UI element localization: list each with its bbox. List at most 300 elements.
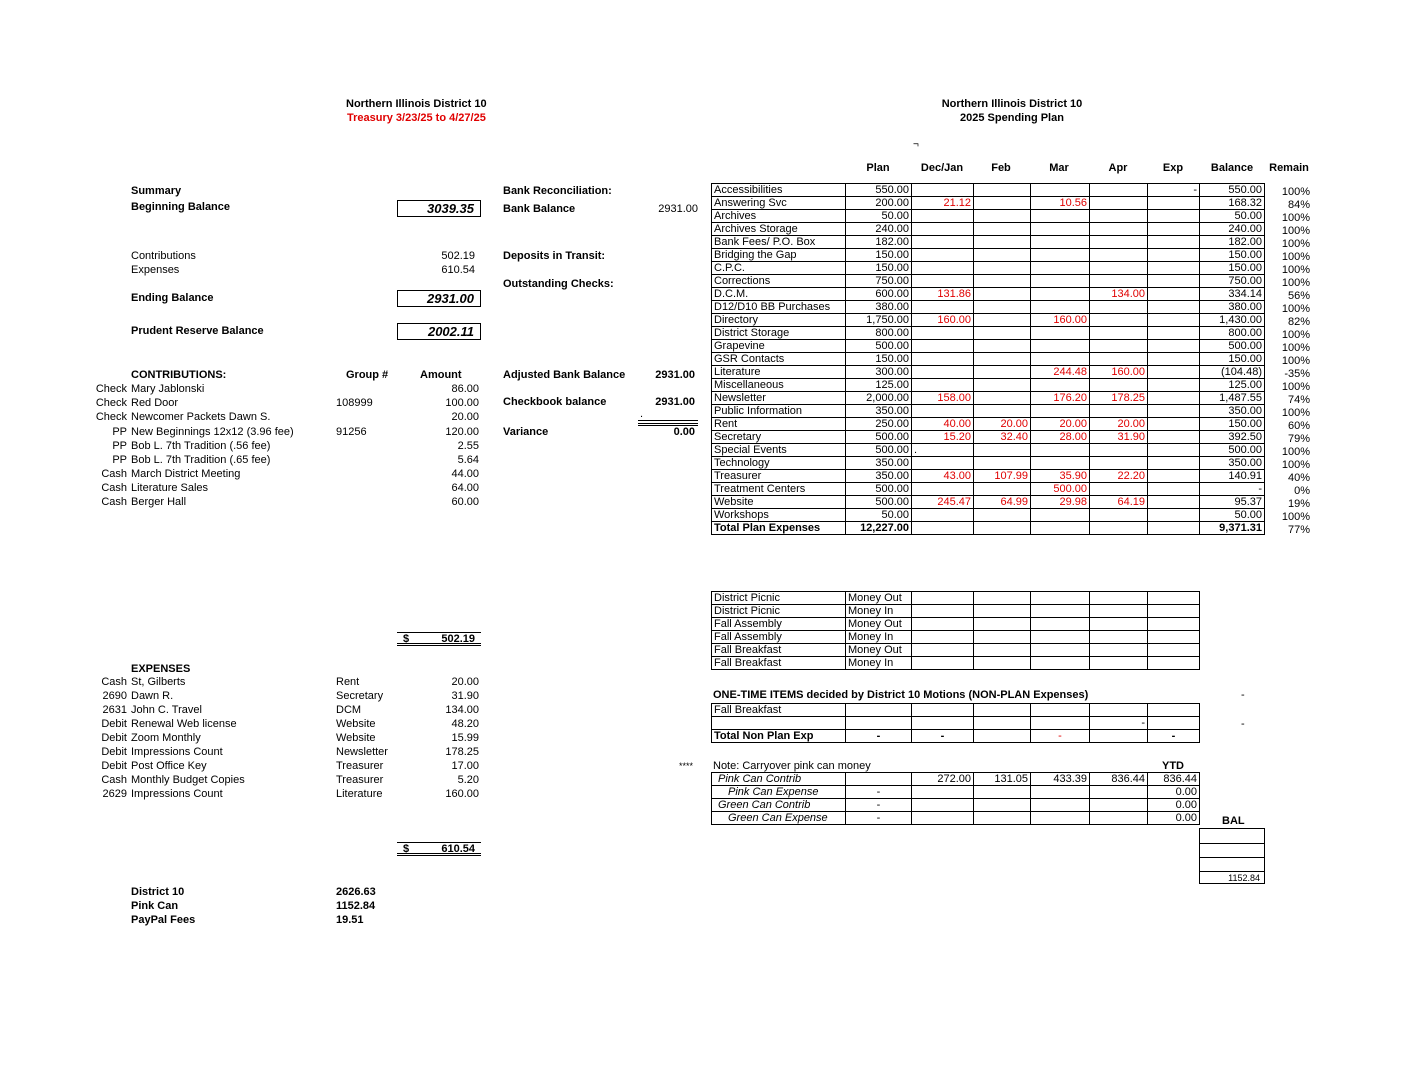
- plan-cell-bal: 150.00: [1200, 249, 1265, 262]
- plan-cell-plan: 380.00: [846, 301, 912, 314]
- plan-cell-feb: [974, 509, 1031, 522]
- plan-cell-exp: [1148, 444, 1200, 457]
- can-name: Pink Can Expense: [712, 786, 846, 799]
- plan-remain: 100%: [1281, 445, 1310, 458]
- plan-cell-feb: [974, 353, 1031, 366]
- treasury-period: Treasury 3/23/25 to 4/27/25: [347, 112, 486, 124]
- expense-type: Cash: [101, 676, 127, 688]
- plan-row-name: Directory: [712, 314, 846, 327]
- non-plan-total-plan: -: [846, 730, 912, 743]
- bal-box: [1199, 828, 1265, 884]
- plan-row: [712, 431, 1265, 444]
- expense-category: Website: [336, 732, 376, 744]
- plan-cell-bal: (104.48): [1200, 366, 1265, 379]
- plan-remain: 100%: [1281, 276, 1310, 289]
- plan-remain: 100%: [1281, 341, 1310, 354]
- event-empty: [1148, 644, 1200, 657]
- can-apr: [1090, 812, 1148, 825]
- plan-cell-plan: 500.00: [846, 483, 912, 496]
- plan-cell-feb: [974, 405, 1031, 418]
- can-row: [712, 799, 1200, 812]
- plan-total-label: Total Plan Expenses: [712, 522, 846, 535]
- contrib-type: Cash: [101, 468, 127, 480]
- plan-cell-feb: [974, 340, 1031, 353]
- plan-row: [712, 301, 1265, 314]
- plan-row: [712, 457, 1265, 470]
- plan-cell-plan: 350.00: [846, 457, 912, 470]
- non-plan-total-decjan: -: [912, 730, 974, 743]
- plan-cell-mar: [1031, 457, 1090, 470]
- plan-cell-feb: [974, 314, 1031, 327]
- can-decjan: [912, 786, 974, 799]
- plan-cell-mar: [1031, 249, 1090, 262]
- non-plan-name: Fall Breakfast: [712, 704, 846, 717]
- non-plan-exp: [1090, 704, 1148, 717]
- plan-cell-exp: [1148, 288, 1200, 301]
- col-header-mar: Mar: [1049, 162, 1069, 174]
- plan-cell-exp: [1148, 340, 1200, 353]
- event-empty: [1090, 644, 1148, 657]
- plan-remain: 100%: [1281, 328, 1310, 341]
- plan-cell-decjan: 245.47: [912, 496, 974, 509]
- expense-amount: 20.00: [451, 676, 479, 688]
- can-name: Green Can Expense: [712, 812, 846, 825]
- plan-row-name: Archives Storage: [712, 223, 846, 236]
- plan-cell-feb: [974, 392, 1031, 405]
- can-plan: -: [846, 786, 912, 799]
- contrib-type: Cash: [101, 482, 127, 494]
- plan-row: [712, 249, 1265, 262]
- plan-cell-mar: [1031, 444, 1090, 457]
- event-kind: Money Out: [846, 592, 912, 605]
- contrib-type: PP: [112, 426, 127, 438]
- contrib-name: Bob L. 7th Tradition (.56 fee): [131, 440, 271, 452]
- plan-row-name: Public Information: [712, 405, 846, 418]
- plan-cell-feb: [974, 262, 1031, 275]
- plan-cell-decjan: 21.12: [912, 197, 974, 210]
- plan-row: [712, 197, 1265, 210]
- expense-amount: 17.00: [451, 760, 479, 772]
- expense-name: Impressions Count: [131, 746, 223, 758]
- plan-cell-bal: -: [1200, 483, 1265, 496]
- plan-row: [712, 353, 1265, 366]
- can-apr: [1090, 786, 1148, 799]
- plan-cell-decjan: 40.00: [912, 418, 974, 431]
- plan-cell-feb: 20.00: [974, 418, 1031, 431]
- plan-row: [712, 405, 1265, 418]
- plan-cell-apr: [1090, 379, 1148, 392]
- plan-row-name: Literature: [712, 366, 846, 379]
- event-row: [712, 631, 1200, 644]
- event-empty: [974, 592, 1031, 605]
- plan-cell-plan: 2,000.00: [846, 392, 912, 405]
- event-empty: [1090, 631, 1148, 644]
- plan-cell-bal: 800.00: [1200, 327, 1265, 340]
- contrib-type: Check: [95, 397, 127, 409]
- plan-row: [712, 379, 1265, 392]
- contributions-value: 502.19: [441, 250, 475, 262]
- plan-cell-bal: 1,430.00: [1200, 314, 1265, 327]
- plan-cell-decjan: 15.20: [912, 431, 974, 444]
- plan-cell-apr: [1090, 444, 1148, 457]
- col-header-apr: Apr: [1108, 162, 1128, 174]
- plan-cell-apr: [1090, 262, 1148, 275]
- stray-dot: .: [640, 408, 644, 420]
- plan-cell-apr: [1090, 314, 1148, 327]
- plan-cell-feb: [974, 210, 1031, 223]
- plan-row-name: Bridging the Gap: [712, 249, 846, 262]
- plan-cell-mar: 160.00: [1031, 314, 1090, 327]
- plan-remain: 100%: [1281, 224, 1310, 237]
- plan-cell-decjan: 131.86: [912, 288, 974, 301]
- expense-name: Renewal Web license: [131, 718, 237, 730]
- contrib-amount: 5.64: [457, 454, 479, 466]
- plan-row: [712, 262, 1265, 275]
- can-apr: [1090, 799, 1148, 812]
- plan-total-empty: [1090, 522, 1148, 535]
- plan-cell-exp: [1148, 392, 1200, 405]
- non-plan-empty: [974, 717, 1031, 730]
- can-row: [712, 786, 1200, 799]
- non-plan-empty: [1031, 717, 1090, 730]
- expense-type: 2690: [102, 690, 127, 702]
- event-row: [712, 605, 1200, 618]
- plan-row: [712, 366, 1265, 379]
- plan-cell-bal: 334.14: [1200, 288, 1265, 301]
- plan-cell-mar: [1031, 340, 1090, 353]
- plan-remain: 100%: [1281, 237, 1310, 250]
- plan-total-empty: [1148, 522, 1200, 535]
- plan-cell-plan: 150.00: [846, 353, 912, 366]
- can-feb: [974, 799, 1031, 812]
- plan-cell-plan: 240.00: [846, 223, 912, 236]
- plan-cell-exp: [1148, 314, 1200, 327]
- plan-cell-decjan: [912, 457, 974, 470]
- plan-cell-mar: [1031, 301, 1090, 314]
- plan-row: [712, 418, 1265, 431]
- plan-remain: 19%: [1287, 497, 1310, 510]
- expense-type: Cash: [101, 774, 127, 786]
- plan-cell-decjan: [912, 236, 974, 249]
- expense-name: Impressions Count: [131, 788, 223, 800]
- event-empty: [974, 644, 1031, 657]
- plan-cell-plan: 750.00: [846, 275, 912, 288]
- plan-cell-apr: 160.00: [1090, 366, 1148, 379]
- plan-cell-mar: 29.98: [1031, 496, 1090, 509]
- expense-amount: 31.90: [451, 690, 479, 702]
- plan-cell-feb: [974, 301, 1031, 314]
- plan-cell-plan: 600.00: [846, 288, 912, 301]
- plan-cell-decjan: 43.00: [912, 470, 974, 483]
- plan-cell-apr: 20.00: [1090, 418, 1148, 431]
- plan-row-name: Corrections: [712, 275, 846, 288]
- plan-cell-bal: 150.00: [1200, 262, 1265, 275]
- plan-row: [712, 444, 1265, 457]
- non-plan-empty: [912, 704, 974, 717]
- expense-type: Debit: [101, 760, 127, 772]
- contrib-name: Bob L. 7th Tradition (.65 fee): [131, 454, 271, 466]
- plan-cell-mar: 500.00: [1031, 483, 1090, 496]
- plan-cell-decjan: [912, 379, 974, 392]
- plan-cell-mar: [1031, 327, 1090, 340]
- can-feb: [974, 812, 1031, 825]
- plan-cell-mar: 28.00: [1031, 431, 1090, 444]
- col-header-decjan: Dec/Jan: [920, 162, 964, 174]
- event-empty: [1148, 618, 1200, 631]
- expenses-value: 610.54: [441, 264, 475, 276]
- non-plan-empty: [1148, 704, 1200, 717]
- can-apr: 836.44: [1090, 773, 1148, 786]
- adjusted-bank-balance-label: Adjusted Bank Balance: [503, 369, 626, 381]
- plan-cell-bal: 240.00: [1200, 223, 1265, 236]
- plan-row: [712, 223, 1265, 236]
- plan-row-name: Treasurer: [712, 470, 846, 483]
- event-empty: [1031, 592, 1090, 605]
- plan-cell-feb: [974, 288, 1031, 301]
- plan-cell-apr: [1090, 197, 1148, 210]
- plan-cell-bal: 500.00: [1200, 444, 1265, 457]
- contrib-amount: 2.55: [457, 440, 479, 452]
- plan-cell-decjan: [912, 249, 974, 262]
- expense-type: Debit: [101, 718, 127, 730]
- plan-org-title: Northern Illinois District 10: [941, 98, 1083, 110]
- plan-cell-exp: [1148, 418, 1200, 431]
- plan-cell-decjan: [912, 353, 974, 366]
- can-row: [712, 773, 1200, 786]
- plan-cell-decjan: [912, 366, 974, 379]
- contrib-amount: 120.00: [445, 426, 479, 438]
- can-mar: 433.39: [1031, 773, 1090, 786]
- col-header-feb: Feb: [991, 162, 1011, 174]
- plan-cell-exp: [1148, 483, 1200, 496]
- contrib-name: New Beginnings 12x12 (3.96 fee): [131, 426, 294, 438]
- event-kind: Money In: [846, 657, 912, 670]
- can-mar: [1031, 786, 1090, 799]
- can-feb: 131.05: [974, 773, 1031, 786]
- can-name: Green Can Contrib: [712, 799, 846, 812]
- plan-cell-mar: 244.48: [1031, 366, 1090, 379]
- plan-cell-mar: [1031, 379, 1090, 392]
- plan-cell-feb: [974, 236, 1031, 249]
- plan-row-name: Special Events: [712, 444, 846, 457]
- col-header-remain: Remain: [1269, 162, 1309, 174]
- checkbook-balance-value: 2931.00: [655, 396, 695, 408]
- plan-cell-feb: [974, 197, 1031, 210]
- plan-cell-plan: 500.00: [846, 340, 912, 353]
- expense-name: John C. Travel: [131, 704, 202, 716]
- plan-cell-exp: [1148, 197, 1200, 210]
- non-plan-empty: [1148, 717, 1200, 730]
- event-kind: Money In: [846, 605, 912, 618]
- plan-cell-feb: 64.99: [974, 496, 1031, 509]
- plan-cell-bal: 50.00: [1200, 210, 1265, 223]
- plan-cell-decjan: [912, 340, 974, 353]
- plan-cell-bal: 750.00: [1200, 275, 1265, 288]
- plan-cell-exp: [1148, 262, 1200, 275]
- plan-cell-exp: -: [1148, 184, 1200, 197]
- ending-balance-value: 2931.00: [397, 290, 481, 307]
- non-plan-right-dash: -: [1241, 718, 1245, 730]
- can-ytd: 0.00: [1148, 799, 1200, 812]
- plan-cell-bal: 140.91: [1200, 470, 1265, 483]
- plan-total-balance: 9,371.31: [1200, 522, 1265, 535]
- plan-cell-feb: [974, 275, 1031, 288]
- non-plan-table: [711, 703, 1200, 743]
- expense-name: Dawn R.: [131, 690, 174, 702]
- plan-cell-decjan: [912, 275, 974, 288]
- contrib-total-symbol: $: [403, 633, 410, 645]
- plan-cell-decjan: 158.00: [912, 392, 974, 405]
- plan-cell-decjan: [912, 262, 974, 275]
- non-plan-total-label: Total Non Plan Exp: [712, 730, 846, 743]
- plan-cell-apr: [1090, 405, 1148, 418]
- event-kind: Money Out: [846, 618, 912, 631]
- plan-cell-feb: [974, 379, 1031, 392]
- expense-amount: 134.00: [445, 704, 479, 716]
- plan-cell-plan: 200.00: [846, 197, 912, 210]
- expense-category: Literature: [336, 788, 383, 800]
- contrib-total-value: 502.19: [441, 633, 475, 645]
- plan-cell-plan: 500.00: [846, 431, 912, 444]
- plan-cell-exp: [1148, 379, 1200, 392]
- col-header-balance: Balance: [1210, 162, 1254, 174]
- plan-cell-plan: 550.00: [846, 184, 912, 197]
- plan-cell-bal: 350.00: [1200, 405, 1265, 418]
- plan-cell-apr: [1090, 509, 1148, 522]
- carryover-note: Note: Carryover pink can money: [713, 760, 871, 772]
- event-empty: [1031, 605, 1090, 618]
- plan-cell-feb: [974, 223, 1031, 236]
- bank-balance-label: Bank Balance: [503, 203, 576, 215]
- plan-cell-decjan: [912, 405, 974, 418]
- expense-category: Newsletter: [336, 746, 388, 758]
- col-header-exp: Exp: [1162, 162, 1184, 174]
- plan-cell-mar: [1031, 405, 1090, 418]
- contributions-header: CONTRIBUTIONS:: [131, 369, 227, 381]
- plan-cell-bal: 50.00: [1200, 509, 1265, 522]
- expense-category: Website: [336, 718, 376, 730]
- expense-name: Post Office Key: [131, 760, 207, 772]
- plan-remain: 40%: [1287, 471, 1310, 484]
- event-name: Fall Assembly: [712, 631, 846, 644]
- event-empty: [1090, 605, 1148, 618]
- can-row: [712, 812, 1200, 825]
- plan-cell-exp: [1148, 496, 1200, 509]
- plan-row: [712, 483, 1265, 496]
- plan-cell-apr: [1090, 210, 1148, 223]
- col-header-plan: Plan: [866, 162, 890, 174]
- plan-cell-bal: 550.00: [1200, 184, 1265, 197]
- plan-cell-decjan: [912, 184, 974, 197]
- plan-cell-apr: [1090, 275, 1148, 288]
- plan-remain: 74%: [1287, 393, 1310, 406]
- plan-cell-exp: [1148, 210, 1200, 223]
- can-mar: [1031, 799, 1090, 812]
- plan-cell-apr: [1090, 353, 1148, 366]
- plan-cell-feb: [974, 457, 1031, 470]
- treasury-org-title: Northern Illinois District 10: [346, 98, 487, 110]
- non-plan-row: [712, 717, 1200, 730]
- plan-row: [712, 509, 1265, 522]
- plan-cell-feb: [974, 249, 1031, 262]
- plan-row-name: Website: [712, 496, 846, 509]
- plan-row-name: Rent: [712, 418, 846, 431]
- expense-type: 2629: [102, 788, 127, 800]
- contrib-amount: 60.00: [451, 496, 479, 508]
- plan-cell-bal: 168.32: [1200, 197, 1265, 210]
- event-empty: [974, 605, 1031, 618]
- event-empty: [1148, 592, 1200, 605]
- note-stars: ****: [679, 761, 694, 771]
- plan-remain: 100%: [1281, 263, 1310, 276]
- plan-cell-mar: [1031, 184, 1090, 197]
- ytd-label: YTD: [1162, 760, 1184, 772]
- plan-row: [712, 392, 1265, 405]
- expense-amount: 178.25: [445, 746, 479, 758]
- plan-remain: 82%: [1287, 315, 1310, 328]
- plan-remain: 100%: [1281, 250, 1310, 263]
- spending-plan-table: [711, 183, 1265, 535]
- can-plan: [846, 773, 912, 786]
- plan-cell-apr: 31.90: [1090, 431, 1148, 444]
- plan-cell-plan: 182.00: [846, 236, 912, 249]
- plan-cell-bal: 150.00: [1200, 418, 1265, 431]
- non-plan-empty: [974, 704, 1031, 717]
- contrib-name: March District Meeting: [131, 468, 241, 480]
- plan-cell-plan: 50.00: [846, 509, 912, 522]
- plan-cell-plan: 150.00: [846, 249, 912, 262]
- non-plan-total-apr: [1090, 730, 1148, 743]
- plan-cell-apr: [1090, 223, 1148, 236]
- contrib-type: PP: [112, 440, 127, 452]
- event-empty: [912, 605, 974, 618]
- event-empty: [912, 644, 974, 657]
- plan-cell-mar: 35.90: [1031, 470, 1090, 483]
- plan-cell-feb: [974, 483, 1031, 496]
- contrib-amount: 44.00: [451, 468, 479, 480]
- bal-label: BAL: [1222, 815, 1245, 827]
- plan-cell-mar: 20.00: [1031, 418, 1090, 431]
- contrib-amount: 20.00: [451, 411, 479, 423]
- can-feb: [974, 786, 1031, 799]
- event-empty: [912, 592, 974, 605]
- plan-remain: 100%: [1281, 510, 1310, 523]
- plan-cell-bal: 125.00: [1200, 379, 1265, 392]
- plan-remain: 79%: [1287, 432, 1310, 445]
- plan-row-name: Grapevine: [712, 340, 846, 353]
- expense-category: Treasurer: [336, 760, 384, 772]
- plan-cell-exp: [1148, 236, 1200, 249]
- beginning-balance-label: Beginning Balance: [131, 201, 231, 213]
- plan-cell-feb: [974, 327, 1031, 340]
- plan-row-name: Secretary: [712, 431, 846, 444]
- event-row: [712, 657, 1200, 670]
- plan-cell-decjan: [912, 223, 974, 236]
- can-decjan: 272.00: [912, 773, 974, 786]
- event-row: [712, 592, 1200, 605]
- plan-cell-bal: 95.37: [1200, 496, 1265, 509]
- non-plan-total-row: [712, 730, 1200, 743]
- plan-row-name: Bank Fees/ P.O. Box: [712, 236, 846, 249]
- outstanding-checks-label: Outstanding Checks:: [503, 278, 614, 290]
- plan-cell-apr: [1090, 327, 1148, 340]
- plan-cell-plan: 500.00: [846, 496, 912, 509]
- contrib-name: Red Door: [131, 397, 179, 409]
- event-kind: Money Out: [846, 644, 912, 657]
- stray-mark: ¬: [913, 139, 919, 150]
- plan-cell-apr: 134.00: [1090, 288, 1148, 301]
- event-empty: [1090, 657, 1148, 670]
